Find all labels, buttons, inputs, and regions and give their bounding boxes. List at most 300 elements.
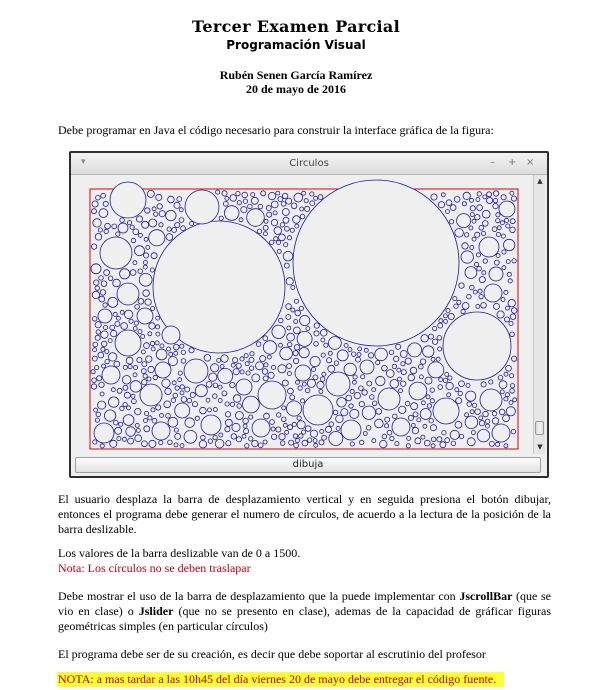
drawn-circle <box>105 350 109 354</box>
drawn-circle <box>455 388 459 392</box>
drawn-circle <box>146 356 152 362</box>
drawn-circle <box>440 442 446 448</box>
drawn-circle <box>439 378 443 382</box>
drawn-circle <box>185 387 190 392</box>
drawn-circle <box>512 259 516 263</box>
drawn-circle <box>104 410 115 421</box>
drawn-circle <box>261 191 266 196</box>
drawn-circle <box>421 401 425 405</box>
drawn-circle <box>273 211 277 215</box>
scroll-up-icon[interactable]: ▲ <box>537 177 543 185</box>
drawn-circle <box>487 192 492 197</box>
drawn-circle <box>156 325 160 329</box>
drawn-circle <box>504 372 508 376</box>
drawn-circle <box>297 416 301 420</box>
drawn-circle <box>159 441 163 445</box>
drawn-circle <box>497 226 501 230</box>
drawn-circle <box>322 372 326 376</box>
drawn-circle <box>471 431 475 435</box>
drawn-circle <box>131 394 135 398</box>
drawn-circle <box>117 388 122 393</box>
drawn-circle <box>363 432 367 436</box>
drawn-circle <box>105 359 109 363</box>
drawn-circle <box>184 430 197 443</box>
scrollbar-thumb[interactable] <box>535 421 544 435</box>
drawn-circle <box>236 363 241 368</box>
drawn-circle <box>430 399 434 403</box>
drawn-circle <box>169 352 173 356</box>
drawn-circle <box>94 280 99 285</box>
drawn-circle <box>264 219 268 223</box>
drawn-circle <box>271 365 275 369</box>
drawn-circle <box>336 426 340 430</box>
drawn-circle <box>213 408 217 412</box>
drawn-circle <box>352 352 356 356</box>
drawn-circle <box>510 227 516 233</box>
drawn-circle <box>148 366 154 372</box>
drawn-circle <box>156 349 167 360</box>
drawn-circle <box>441 193 445 197</box>
drawn-circle <box>492 227 497 232</box>
drawn-circle <box>479 237 499 257</box>
drawn-circle <box>151 408 155 412</box>
drawn-circle <box>465 416 478 429</box>
minimize-icon[interactable]: – <box>490 157 495 168</box>
drawn-circle <box>445 438 450 443</box>
drawn-circle <box>148 332 152 336</box>
drawn-circle <box>428 362 444 378</box>
drawn-circle <box>438 202 444 208</box>
drawn-circle <box>341 409 348 416</box>
drawn-circle <box>178 371 182 375</box>
drawn-circle <box>444 319 448 323</box>
drawn-circle <box>296 439 300 443</box>
drawn-circle <box>92 209 97 214</box>
drawn-circle <box>486 424 490 428</box>
drawn-circle <box>291 286 295 290</box>
drawn-circle <box>149 230 165 246</box>
drawn-circle <box>99 382 104 387</box>
drawn-circle <box>427 404 431 408</box>
drawn-circle <box>287 364 292 369</box>
drawn-circle <box>109 397 119 407</box>
drawn-circle <box>367 381 372 386</box>
drawn-circle <box>510 374 514 378</box>
drawn-circle <box>354 392 360 398</box>
drawn-circle <box>430 425 436 431</box>
drawn-circle <box>484 284 502 302</box>
drawn-circle <box>508 300 515 307</box>
drawn-circle <box>252 419 270 437</box>
drawn-circle <box>133 326 137 330</box>
drawn-circle <box>431 357 435 361</box>
drawn-circle <box>494 303 500 309</box>
maximize-icon[interactable]: + <box>508 157 517 168</box>
drawn-circle <box>195 385 207 397</box>
drawn-circle <box>509 401 513 405</box>
drawn-circle <box>128 365 132 369</box>
drawn-circle <box>290 228 294 232</box>
drawn-circle <box>165 388 171 394</box>
drawn-circle <box>103 325 107 329</box>
drawn-circle <box>475 409 481 415</box>
drawn-circle <box>294 443 299 448</box>
drawn-circle <box>510 191 514 195</box>
drawn-circle <box>370 395 375 400</box>
drawn-circle <box>239 218 243 222</box>
drawn-circle <box>115 330 141 356</box>
drawn-circle <box>118 223 128 233</box>
drawn-circle <box>119 422 123 426</box>
drawn-circle <box>91 264 101 274</box>
drawn-circle <box>472 403 476 407</box>
drawn-circle <box>310 192 314 196</box>
drawn-circle <box>91 244 96 249</box>
drawn-circle <box>181 359 186 364</box>
drawn-circle <box>478 289 482 293</box>
drawn-circle <box>419 364 424 369</box>
drawn-circle <box>337 350 348 361</box>
drawn-circle <box>216 190 220 194</box>
drawn-circle <box>477 429 489 441</box>
drawn-circle <box>411 423 415 427</box>
drawn-circle <box>442 431 446 435</box>
drawn-circle <box>152 418 157 423</box>
drawn-circle <box>451 441 456 446</box>
drawn-circle <box>494 260 499 265</box>
drawn-circle <box>294 345 300 351</box>
drawn-circle <box>136 216 142 222</box>
jslider-term: Jslider <box>138 604 174 618</box>
intro-text: Debe programar en Java el código necesario para construir la interface gráfica de la figura: <box>58 123 494 137</box>
drawn-circle <box>298 386 302 390</box>
drawn-circle <box>249 415 253 419</box>
drawn-circle <box>372 439 376 443</box>
vertical-scrollbar[interactable] <box>533 175 545 454</box>
drawn-circle <box>321 338 325 342</box>
drawn-circle <box>334 361 338 365</box>
drawn-circle <box>310 430 317 437</box>
drawn-circle <box>477 205 483 211</box>
drawn-circle <box>150 268 154 272</box>
drawn-circle <box>500 390 504 394</box>
drawn-circle <box>506 260 510 264</box>
drawn-circle <box>93 440 97 444</box>
drawn-circle <box>448 376 452 380</box>
drawn-circle <box>156 194 162 200</box>
drawn-circle <box>110 440 117 447</box>
close-icon[interactable]: × <box>526 157 535 168</box>
drawn-circle <box>213 394 218 399</box>
drawn-circle <box>510 389 515 394</box>
drawn-circle <box>333 410 338 415</box>
drawn-circle <box>180 344 184 348</box>
drawn-circle <box>145 299 151 305</box>
drawn-circle <box>236 191 240 195</box>
drawn-circle <box>190 392 195 397</box>
drawn-circle <box>175 403 190 418</box>
drawn-circle <box>470 410 474 414</box>
drawn-circle <box>461 309 465 313</box>
drawn-circle <box>287 326 291 330</box>
drawn-circle <box>389 350 393 354</box>
drawn-circle <box>344 343 348 347</box>
drawn-circle <box>455 229 464 238</box>
drawn-circle <box>356 357 361 362</box>
drawn-circle <box>117 283 139 305</box>
drawn-circle <box>405 401 410 406</box>
drawn-circle <box>426 395 430 399</box>
drawn-circle <box>466 391 476 401</box>
window-menu-icon[interactable]: ▾ <box>81 157 86 167</box>
drawn-circle <box>477 266 482 271</box>
drawn-circle <box>218 368 233 383</box>
drawn-circle <box>160 413 164 417</box>
drawn-circle <box>406 444 410 448</box>
drawn-circle <box>143 261 147 265</box>
drawn-circle <box>291 203 297 209</box>
drawn-circle <box>279 318 284 323</box>
drawn-circle <box>256 342 261 347</box>
drawn-circle <box>241 207 247 213</box>
drawn-circle <box>270 420 275 425</box>
drawn-circle <box>218 385 222 389</box>
drawn-circle <box>95 234 102 241</box>
drawn-circle <box>154 212 158 216</box>
scroll-down-icon[interactable]: ▼ <box>537 443 543 451</box>
drawn-circle <box>482 271 486 275</box>
drawn-circle <box>282 209 289 216</box>
drawn-circle <box>92 356 97 361</box>
drawn-circle <box>294 193 303 202</box>
drawn-circle <box>112 224 117 229</box>
drawn-circle <box>92 317 97 322</box>
drawn-circle <box>421 435 425 439</box>
drawn-circle <box>470 285 475 290</box>
drawn-circle <box>512 356 517 361</box>
drawn-circle <box>401 362 405 366</box>
drawn-circle <box>180 444 184 448</box>
drawn-circle <box>305 206 310 211</box>
drawn-circle <box>267 212 272 217</box>
jscrollbar-term: JscrollBar <box>459 589 513 603</box>
drawn-circle <box>167 347 171 351</box>
drawn-circle <box>166 234 173 241</box>
drawn-circle <box>264 363 268 367</box>
drawn-circle <box>470 198 474 202</box>
drawn-circle <box>359 386 364 391</box>
drawn-circle <box>113 312 117 316</box>
drawn-circle <box>401 381 406 386</box>
drawn-circle <box>91 370 95 374</box>
drawn-circle <box>329 422 334 427</box>
drawn-circle <box>175 433 181 439</box>
drawn-circle <box>358 347 362 351</box>
drawn-circle <box>222 391 227 396</box>
drawn-circle <box>208 408 212 412</box>
drawn-circle <box>237 201 241 205</box>
drawn-circle <box>101 281 107 287</box>
drawn-circle <box>263 440 267 444</box>
drawn-circle <box>166 414 171 419</box>
drawn-circle <box>510 384 514 388</box>
drawn-circle <box>236 437 241 442</box>
drawn-circle <box>493 191 498 196</box>
drawn-circle <box>171 398 175 402</box>
drawn-circle <box>126 357 133 364</box>
drawn-circle <box>292 422 296 426</box>
drawn-circle <box>469 226 473 230</box>
drawn-circle <box>95 418 99 422</box>
dibuja-button[interactable]: dibuja <box>75 457 541 473</box>
circles-canvas <box>71 175 533 454</box>
drawn-circle <box>433 327 437 331</box>
drawn-circle <box>288 388 294 394</box>
drawn-circle <box>431 444 435 448</box>
drawn-circle <box>226 441 231 446</box>
drawn-circle <box>96 412 101 417</box>
drawn-circle <box>266 206 271 211</box>
drawn-circle <box>233 357 238 362</box>
drawn-circle <box>423 424 427 428</box>
drawn-circle <box>135 305 140 310</box>
drawn-circle <box>458 391 462 395</box>
drawn-circle <box>511 429 516 434</box>
drawn-circle <box>143 290 150 297</box>
drawn-circle <box>195 416 199 420</box>
drawn-circle <box>150 341 154 345</box>
drawn-circle <box>279 343 283 347</box>
drawn-circle <box>190 222 194 226</box>
drawn-circle <box>284 263 289 268</box>
drawn-circle <box>419 375 423 379</box>
drawn-circle <box>208 439 212 443</box>
drawn-circle <box>431 194 437 200</box>
drawn-circle <box>459 381 465 387</box>
drawn-circle <box>280 441 285 446</box>
drawn-circle <box>262 369 268 375</box>
drawn-circle <box>96 195 101 200</box>
drawn-circle <box>168 357 177 366</box>
drawn-circle <box>127 406 131 410</box>
drawn-circle <box>156 405 161 410</box>
drawn-circle <box>156 316 160 320</box>
drawn-circle <box>293 434 297 438</box>
drawn-circle <box>477 192 481 196</box>
drawn-circle <box>286 304 292 310</box>
drawn-circle <box>501 234 505 238</box>
drawn-circle <box>185 418 195 428</box>
drawn-circle <box>284 243 288 247</box>
drawn-circle <box>282 406 286 410</box>
drawn-circle <box>350 389 354 393</box>
drawn-circle <box>120 406 124 410</box>
drawn-circle <box>120 310 124 314</box>
drawn-circle <box>314 196 318 200</box>
drawn-circle <box>138 269 143 274</box>
drawn-circle <box>438 347 442 351</box>
drawn-circle <box>302 191 306 195</box>
drawn-circle <box>496 213 500 217</box>
drawn-circle <box>260 356 266 362</box>
drawn-circle <box>475 215 480 220</box>
drawn-circle <box>296 380 300 384</box>
drawn-circle <box>399 406 406 413</box>
drawn-circle <box>446 382 453 389</box>
drawn-circle <box>225 427 230 432</box>
drawn-circle <box>489 380 493 384</box>
drawn-circle <box>168 440 173 445</box>
drawn-circle <box>493 203 498 208</box>
drawn-circle <box>482 210 490 218</box>
drawn-circle <box>271 201 278 208</box>
drawn-circle <box>394 356 399 361</box>
drawn-circle <box>295 310 301 316</box>
drawn-circle <box>411 403 418 410</box>
drawn-circle <box>487 197 493 203</box>
drawn-circle <box>450 430 459 439</box>
drawn-circle <box>437 437 442 442</box>
drawn-circle <box>372 388 376 392</box>
drawn-circle <box>378 388 400 410</box>
drawn-circle <box>168 196 175 203</box>
drawn-circle <box>396 344 401 349</box>
drawn-circle <box>473 290 477 294</box>
drawn-circle <box>271 427 275 431</box>
drawn-circle <box>407 436 411 440</box>
drawn-circle <box>247 209 265 227</box>
drawn-circle <box>464 233 468 237</box>
drawn-circle <box>237 404 242 409</box>
drawn-circle <box>470 213 474 217</box>
drawn-circle <box>149 440 156 447</box>
drawn-circle <box>395 442 399 446</box>
drawn-circle <box>159 211 165 217</box>
drawn-circle <box>244 429 249 434</box>
drawn-circle <box>249 357 254 362</box>
drawn-circle <box>93 342 98 347</box>
drawn-circle <box>279 234 286 241</box>
drawn-circle <box>321 353 325 357</box>
drawn-circle <box>134 366 138 370</box>
drawn-circle <box>113 279 121 287</box>
drawn-circle <box>179 208 183 212</box>
drawn-circle <box>297 331 312 346</box>
drawn-circle <box>225 402 229 406</box>
drawn-circle <box>153 375 157 379</box>
drawn-circle <box>174 344 180 350</box>
drawn-circle <box>252 440 258 446</box>
drawn-circle <box>110 182 146 218</box>
drawn-circle <box>324 343 328 347</box>
drawn-circle <box>91 384 96 389</box>
drawn-circle <box>123 415 134 426</box>
drawn-circle <box>225 412 230 417</box>
drawn-circle <box>114 361 120 367</box>
drawn-circle <box>122 376 131 385</box>
drawn-circle <box>139 273 152 286</box>
drawn-circle <box>178 378 182 382</box>
drawn-circle <box>432 339 437 344</box>
drawn-circle <box>504 290 508 294</box>
drawn-circle <box>175 222 180 227</box>
drawn-circle <box>95 366 99 370</box>
drawn-circle <box>179 218 184 223</box>
drawn-circle <box>409 382 427 400</box>
drawn-circle <box>412 427 418 433</box>
drawn-circle <box>98 401 106 409</box>
drawn-circle <box>155 362 171 378</box>
